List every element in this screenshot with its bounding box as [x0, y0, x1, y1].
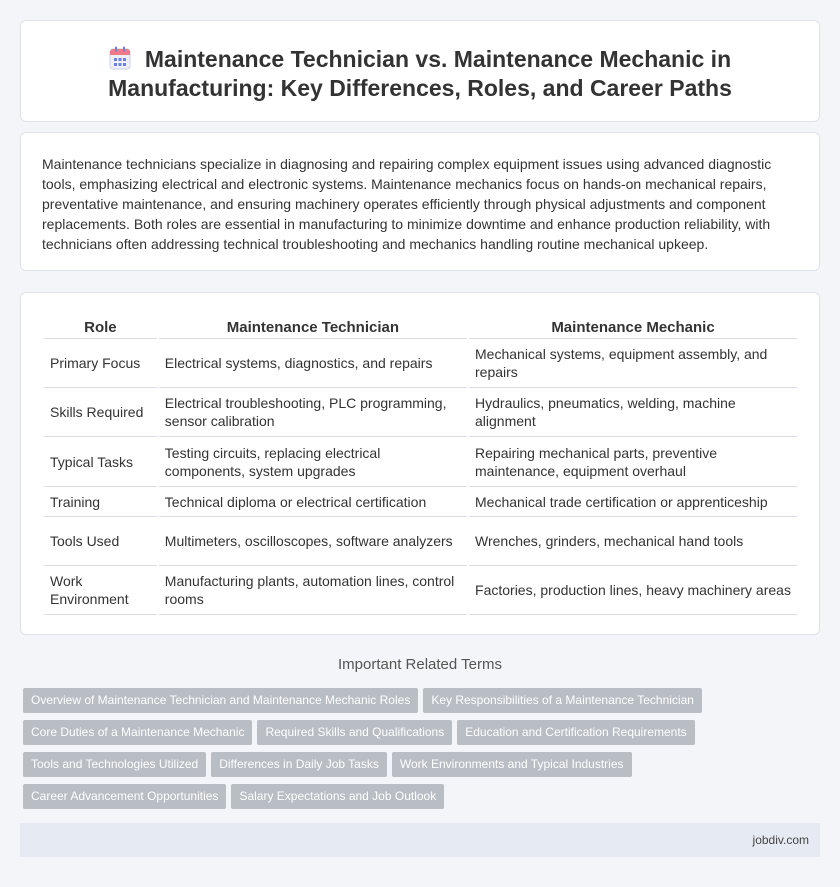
technician-cell: Electrical systems, diagnostics, and repairs	[159, 339, 467, 388]
header-mechanic: Maintenance Mechanic	[469, 313, 797, 339]
related-term-tag[interactable]: Tools and Technologies Utilized	[23, 752, 206, 777]
footer-site-link[interactable]: jobdiv.com	[752, 833, 809, 847]
technician-cell: Technical diploma or electrical certification	[159, 487, 467, 517]
row-label: Work Environment	[44, 566, 157, 615]
tag-row	[23, 784, 813, 816]
mechanic-cell: Factories, production lines, heavy machinery areas	[469, 566, 797, 615]
table-row	[44, 517, 797, 566]
related-term-tag[interactable]: Overview of Maintenance Technician and Maintenance Mechanic Roles	[23, 688, 418, 713]
mechanic-cell: Hydraulics, pneumatics, welding, machine alignment	[469, 388, 797, 437]
related-term-tag[interactable]: Differences in Daily Job Tasks	[211, 752, 387, 777]
comparison-table	[42, 313, 799, 615]
related-term-tag[interactable]: Core Duties of a Maintenance Mechanic	[23, 720, 252, 745]
header-role: Role	[44, 313, 157, 339]
related-terms-heading: Important Related Terms	[338, 656, 502, 673]
row-label: Training	[44, 487, 157, 517]
technician-cell: Multimeters, oscilloscopes, software analyzers	[159, 517, 467, 566]
technician-cell: Manufacturing plants, automation lines, control rooms	[159, 566, 467, 615]
mechanic-cell: Wrenches, grinders, mechanical hand tools	[469, 517, 797, 566]
mechanic-cell: Repairing mechanical parts, preventive maintenance, equipment overhaul	[469, 437, 797, 487]
related-term-tag[interactable]: Education and Certification Requirements	[457, 720, 694, 745]
related-term-tag[interactable]: Salary Expectations and Job Outlook	[231, 784, 444, 809]
technician-cell: Testing circuits, replacing electrical components, system upgrades	[159, 437, 467, 487]
tag-row	[23, 752, 813, 784]
related-terms-list	[23, 688, 813, 816]
related-term-tag[interactable]: Career Advancement Opportunities	[23, 784, 226, 809]
related-term-tag[interactable]: Work Environments and Typical Industries	[392, 752, 632, 777]
intro-card	[20, 132, 820, 271]
header-technician: Maintenance Technician	[159, 313, 467, 339]
table-header-row	[44, 313, 797, 339]
table-row	[44, 339, 797, 388]
table-row	[44, 388, 797, 437]
row-label: Primary Focus	[44, 339, 157, 388]
comparison-card	[20, 292, 820, 635]
page-title	[21, 45, 819, 103]
footer	[20, 823, 820, 857]
row-label: Typical Tasks	[44, 437, 157, 487]
mechanic-cell: Mechanical trade certification or apprenticeship	[469, 487, 797, 517]
row-label: Tools Used	[44, 517, 157, 566]
related-term-tag[interactable]: Key Responsibilities of a Maintenance Technician	[423, 688, 702, 713]
mechanic-cell: Mechanical systems, equipment assembly, and repairs	[469, 339, 797, 388]
tag-row	[23, 720, 813, 752]
table-row	[44, 566, 797, 615]
table-row	[44, 437, 797, 487]
title-card	[20, 20, 820, 122]
related-term-tag[interactable]: Required Skills and Qualifications	[257, 720, 452, 745]
page-title-text: Maintenance Technician vs. Maintenance Mechanic in Manufacturing: Key Differences, Roles, and Career Paths	[108, 46, 732, 101]
technician-cell: Electrical troubleshooting, PLC programming, sensor calibration	[159, 388, 467, 437]
intro-paragraph: Maintenance technicians specialize in diagnosing and repairing complex equipment issues using advanced diagnostic tools, emphasizing electrical and electronic systems. Maintenance mechanics focus on hands-on mechanical repairs, preventative maintenance, and ensuring machinery operates efficiently through physical adjustments and component replacements. Both roles are essential in manufacturing to minimize downtime and enhance production reliability, with technicians often addressing technical troubleshooting and mechanics handling routine mechanical upkeep.	[42, 156, 772, 252]
row-label: Skills Required	[44, 388, 157, 437]
calendar-icon	[109, 46, 131, 70]
tag-row	[23, 688, 813, 720]
table-row	[44, 487, 797, 517]
